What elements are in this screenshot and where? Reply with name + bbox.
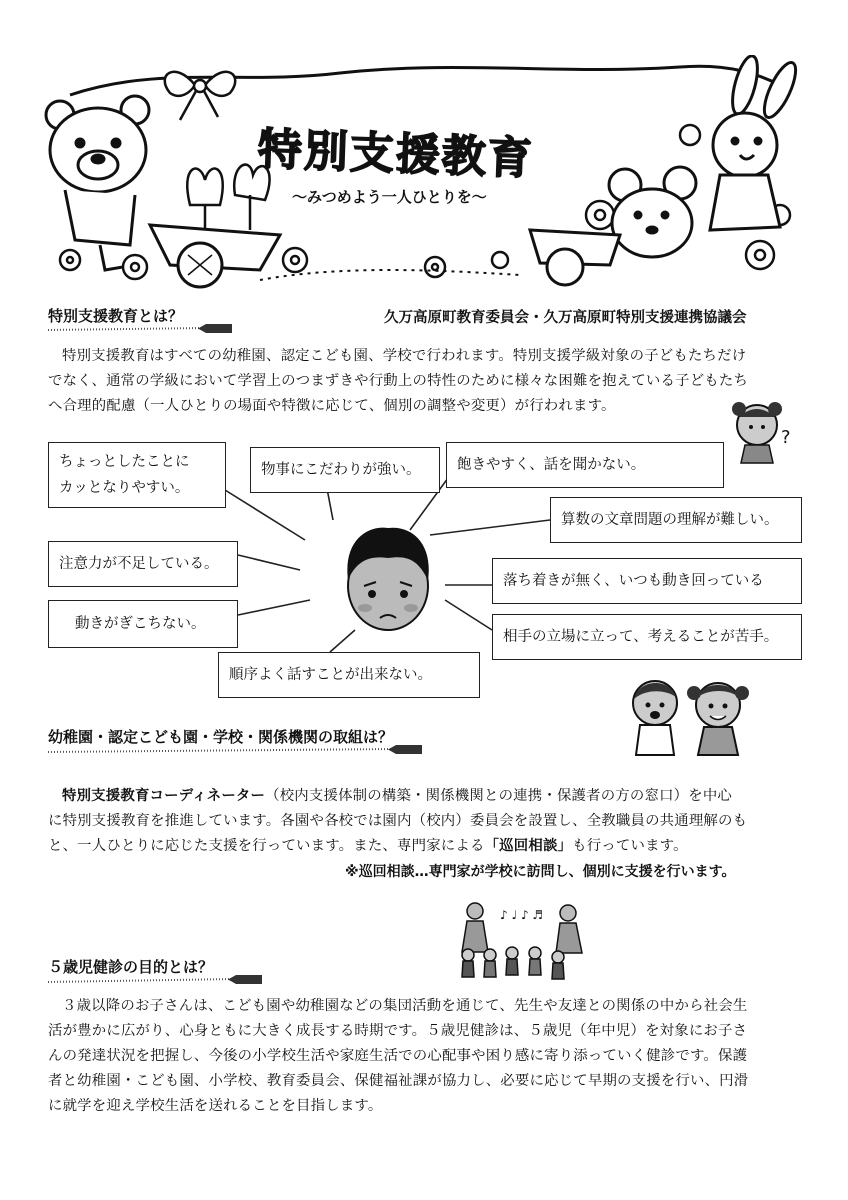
worried-boy-icon (338, 520, 438, 635)
speech-box (250, 447, 440, 493)
section2-heading: 幼稚園・認定こども園・学校・関係機関の取組は？ (48, 728, 394, 746)
speech-text: カッとなりやすい。 (59, 480, 190, 496)
section2-paragraph (48, 784, 818, 859)
organization: 久万高原町教育委員会・久万高原町特別支援連携協議会 (384, 310, 747, 326)
speech-text: 落ち着きが無く、いつも動き回っている (503, 573, 764, 589)
speech-text: ちょっとしたことに (59, 454, 190, 470)
speech-box (550, 497, 802, 543)
rabbit-icon (710, 55, 802, 230)
junkai-term: 「巡回相談」 (484, 838, 573, 854)
svg-text:♪ ♩ ♪ ♬: ♪ ♩ ♪ ♬ (500, 908, 544, 922)
paragraph-line: 特別支援教育はすべての幼稚園、認定こども園、学校で行われます。特別支援学級対象の子どもたちだけ (62, 348, 747, 364)
paragraph-line: 者と幼稚園・こども園、小学校、教育委員会、保健福祉課が協力し、必要に応じて早期の支援を行い、円滑 (48, 1073, 749, 1089)
paragraph-line: に就学を迎え学校生活を送れることを目指します。 (48, 1098, 383, 1114)
section1-paragraph (48, 344, 818, 419)
speech-text: 飽きやすく、話を聞かない。 (457, 457, 646, 473)
banner-title: 特別支援教育 (257, 124, 535, 185)
note: ※巡回相談…専門家が学校に訪問し、個別に支援を行います。 (345, 864, 736, 880)
paragraph-line: に特別支援教育を推進しています。各園や各校では園内（校内）委員会を設置し、全教職員の共通理解のも (48, 813, 748, 829)
paragraph-text: （校内支援体制の構築・関係機関との連携・保護者の方の窓口）を中心 (265, 788, 733, 804)
speech-box (492, 614, 802, 660)
section1-heading: 特別支援教育とは？ (48, 307, 184, 325)
paragraph-line: でなく、通常の学級において学習上のつまずきや行動上の特性のために様々な困難を抱えている子どもたち (48, 373, 749, 389)
kids-dancing-icon (440, 897, 600, 982)
speech-box (48, 600, 238, 648)
speech-text: 動きがぎこちない。 (75, 616, 206, 632)
speech-box (446, 442, 724, 488)
crayon-underline (46, 322, 236, 336)
wheelbarrow-right-icon (530, 230, 620, 285)
crayon-underline (46, 743, 426, 757)
paragraph-text: も行っています。 (572, 838, 688, 854)
mouse-icon (609, 167, 696, 257)
speech-text: 相手の立場に立って、考えることが苦手。 (503, 629, 779, 645)
paragraph-line: ３歳以降のお子さんは、こども園や幼稚園などの集団活動を通じて、先生や友達との関係の中から社会生 (62, 998, 748, 1014)
svg-text:?: ? (781, 427, 791, 448)
speech-text: 順序よく話すことが出来ない。 (229, 667, 432, 683)
ribbon-bow-icon (165, 72, 235, 120)
bear-icon (46, 96, 149, 270)
paragraph-line: んの発達状況を把握し、今後の小学校生活や家庭生活での心配事や困り感に寄り添っていく健診です。保護 (48, 1048, 748, 1064)
wheelbarrow-left-icon (150, 225, 280, 287)
paragraph-line: へ合理的配慮（一人ひとりの場面や特徴に応じて、個別の調整や変更）が行われます。 (48, 398, 616, 414)
speech-box (218, 652, 480, 698)
speech-text: 算数の文章問題の理解が難しい。 (561, 512, 779, 528)
coordinator-term: 特別支援教育コーディネーター (62, 788, 266, 804)
speech-text: 物事にこだわりが強い。 (261, 462, 421, 478)
paragraph-line: 活が豊かに広がり、心身ともに大きく成長する時期です。５歳児健診は、５歳児（年中児）を対象にお子さ (48, 1023, 748, 1039)
speech-box (48, 541, 238, 587)
banner-subtitle: ～みつめよう一人ひとりを～ (292, 188, 487, 206)
speech-box (48, 442, 226, 508)
speech-text: 注意力が不足している。 (59, 556, 219, 572)
speech-box (492, 558, 802, 604)
paragraph-text: と、一人ひとりに応じた支援を行っています。また、専門家による (48, 838, 485, 854)
section3-paragraph (48, 994, 818, 1119)
section3-heading: ５歳児健診の目的とは？ (48, 958, 214, 976)
crayon-underline (46, 973, 268, 987)
two-children-icon (620, 675, 755, 760)
